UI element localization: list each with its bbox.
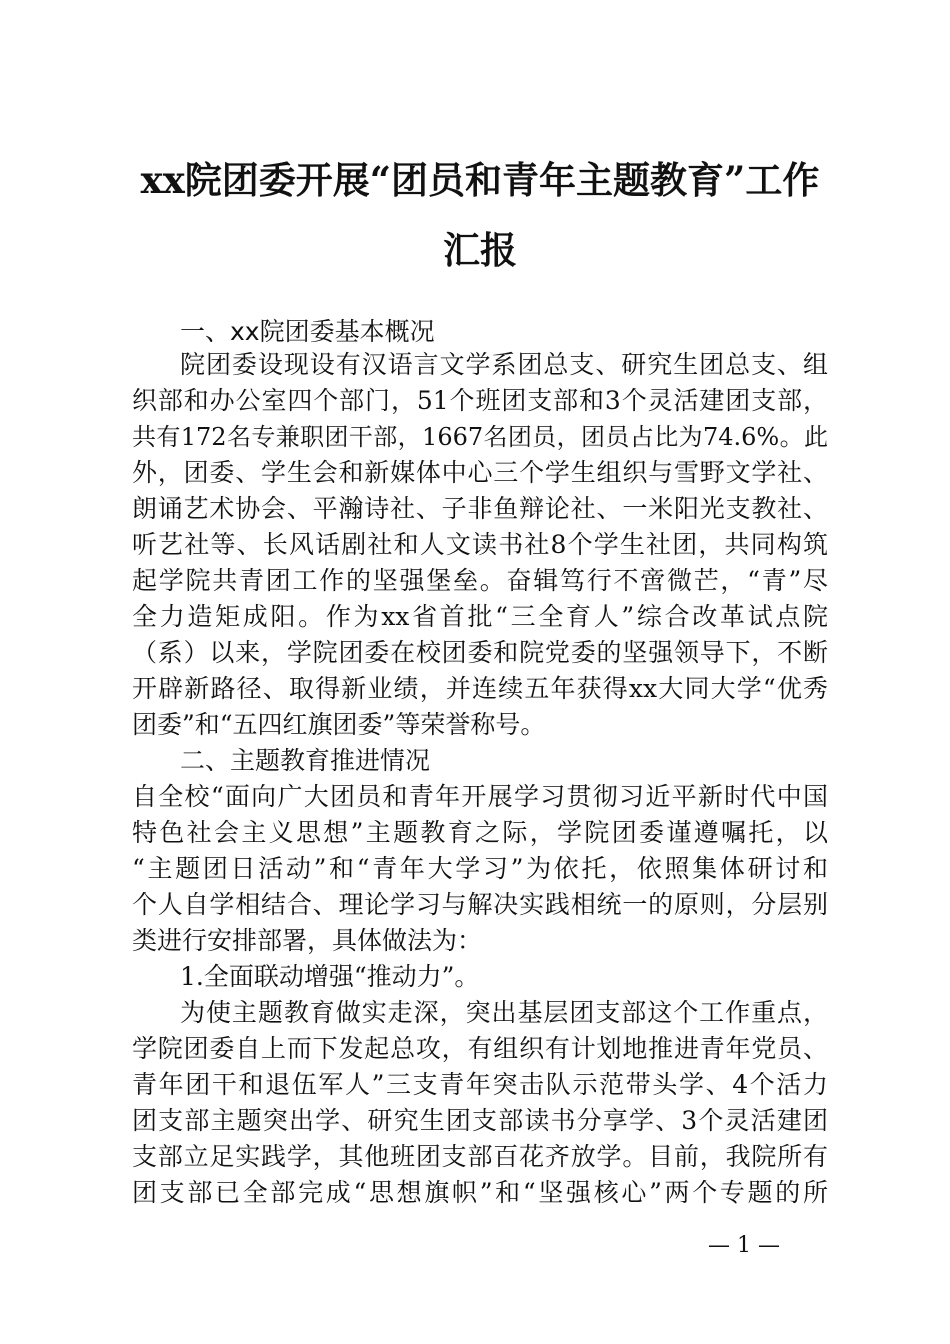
paragraph-line: 团支部主题突出学、研究生团支部读书分享学、3个灵活建团 <box>132 1106 828 1135</box>
paragraph-line: 自全校“面向广大团员和青年开展学习贯彻习近平新时代中国 <box>132 782 828 811</box>
paragraph-line: 青年团干和退伍军人”三支青年突击队示范带头学、4个活力 <box>132 1070 828 1099</box>
paragraph-line: 类进行安排部署，具体做法为： <box>132 926 483 955</box>
paragraph-line: 团支部已全部完成“思想旗帜”和“坚强核心”两个专题的所 <box>132 1178 828 1207</box>
paragraph-line: 听艺社等、长风话剧社和人文读书社8个学生社团，共同构筑 <box>132 530 828 559</box>
paragraph-line: 个人自学相结合、理论学习与解决实践相统一的原则，分层别 <box>132 890 828 919</box>
paragraph-line: 学院团委自上而下发起总攻，有组织有计划地推进青年党员、 <box>132 1034 828 1063</box>
paragraph-line: 为使主题教育做实走深，突出基层团支部这个工作重点， <box>180 998 828 1027</box>
section2-heading: 二、主题教育推进情况 <box>180 746 431 775</box>
paragraph-line: 院团委设现设有汉语言文学系团总支、研究生团总支、组 <box>180 350 828 379</box>
paragraph-line: 特色社会主义思想”主题教育之际，学院团委谨遵嘱托，以 <box>132 818 828 847</box>
document-title-line2: 汇报 <box>443 228 517 272</box>
paragraph-line: 朗诵艺术协会、平瀚诗社、子非鱼辩论社、一米阳光支教社、 <box>132 494 828 523</box>
subsection1-heading: 1.全面联动增强“推动力”。 <box>180 962 480 991</box>
paragraph-line: 起学院共青团工作的坚强堡垒。奋辑笃行不啻微芒，“青”尽 <box>132 566 828 595</box>
section1-heading: 一、xx院团委基本概况 <box>180 317 435 346</box>
page-number: — 1 — <box>708 1233 780 1258</box>
paragraph-line: 开辟新路径、取得新业绩，并连续五年获得xx大同大学“优秀 <box>132 674 828 703</box>
paragraph-line: “主题团日活动”和“青年大学习”为依托，依照集体研讨和 <box>132 854 828 883</box>
paragraph-line: 织部和办公室四个部门，51个班团支部和3个灵活建团支部， <box>132 386 828 415</box>
paragraph-line: 团委”和“五四红旗团委”等荣誉称号。 <box>132 710 546 739</box>
paragraph-line: 全力造矩成阳。作为xx省首批“三全育人”综合改革试点院 <box>132 602 828 631</box>
paragraph-line: 共有172名专兼职团干部，1667名团员，团员占比为74.6%。此 <box>132 423 828 451</box>
paragraph-line: 支部立足实践学，其他班团支部百花齐放学。目前，我院所有 <box>132 1142 828 1171</box>
paragraph-line: （系）以来，学院团委在校团委和院党委的坚强领导下，不断 <box>132 638 828 667</box>
paragraph-line: 外，团委、学生会和新媒体中心三个学生组织与雪野文学社、 <box>132 458 828 487</box>
document-title-line1: xx院团委开展“团员和青年主题教育”工作 <box>140 158 820 202</box>
